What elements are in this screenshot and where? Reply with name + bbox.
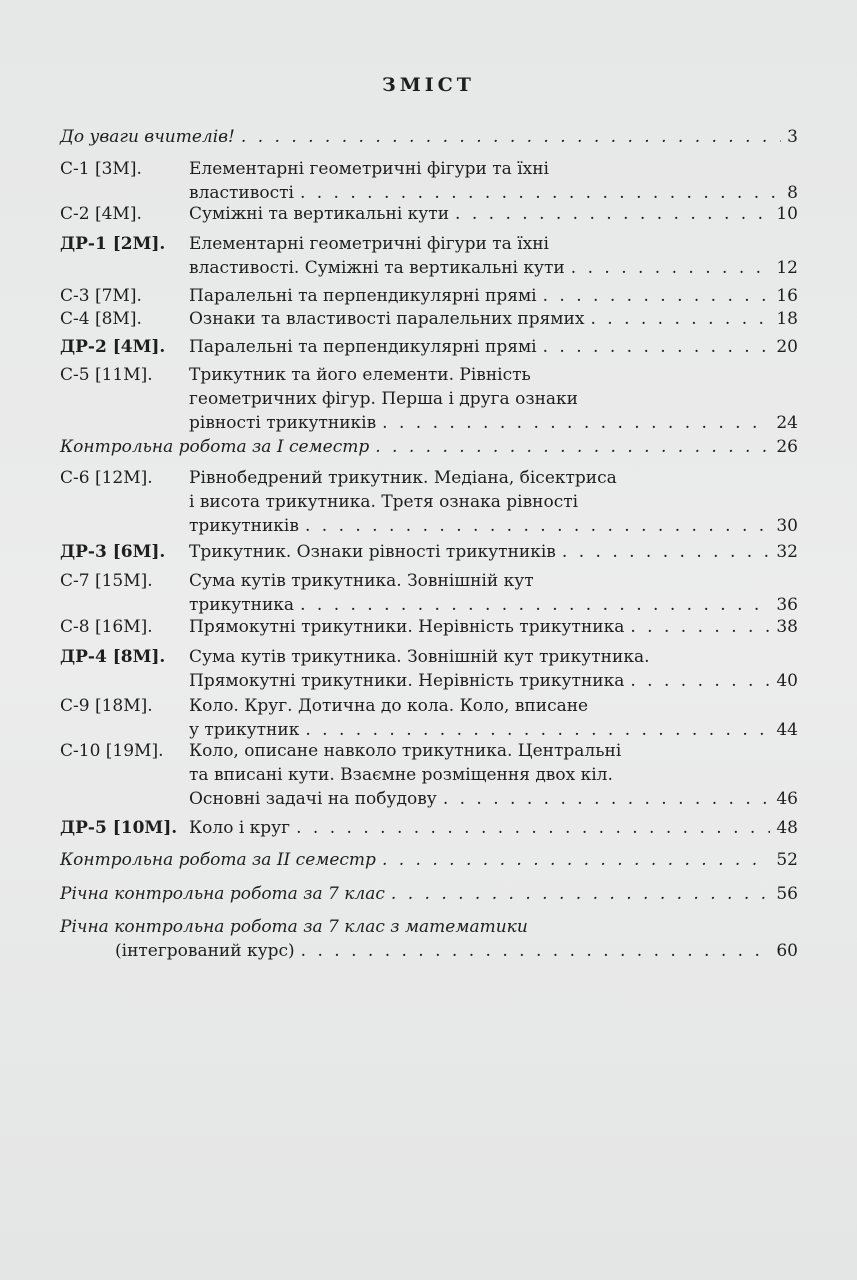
toc-page-number: 60	[776, 941, 798, 961]
toc-entry-s8[interactable]	[60, 615, 798, 639]
toc-page-number: 16	[776, 286, 798, 306]
toc-page-number: 38	[776, 617, 798, 637]
toc-entry-text: До уваги вчителів!	[60, 127, 235, 147]
toc-entry-label: С-8 [16М].	[60, 617, 153, 637]
leader-dots	[630, 669, 770, 693]
toc-entry-text: геометричних фігур. Перша і друга ознаки	[189, 389, 579, 409]
leader-dots	[375, 435, 770, 459]
toc-page-number: 30	[776, 516, 798, 536]
toc-entry-label: С-4 [8М].	[60, 309, 142, 329]
toc-entry-dr3[interactable]	[60, 540, 798, 564]
toc-entry-text: Трикутник та його елементи. Рівність	[189, 365, 531, 385]
toc-entry-label: ДР-4 [8М].	[60, 647, 166, 667]
toc-entry-text: і висота трикутника. Третя ознака рівності	[189, 492, 579, 512]
toc-entry-text: Елементарні геометричні фігури та їхні	[189, 234, 549, 254]
toc-entry-text: Сума кутів трикутника. Зовнішній кут	[189, 571, 534, 591]
leader-dots	[241, 125, 781, 149]
toc-entry-dr4[interactable]	[60, 645, 798, 693]
toc-entry-s2[interactable]	[60, 202, 798, 226]
toc-page-number: 26	[776, 437, 798, 457]
toc-entry-label: С-2 [4М].	[60, 204, 142, 224]
leader-dots	[382, 411, 770, 435]
toc-entry-text: трикутників	[189, 516, 299, 536]
toc-page-number: 18	[776, 309, 798, 329]
toc-entry-dr2[interactable]	[60, 335, 798, 359]
leader-dots	[300, 593, 770, 617]
toc-entry-s5[interactable]	[60, 363, 798, 435]
toc-entry-text: Суміжні та вертикальні кути	[189, 204, 450, 224]
page-title: ЗМІСТ	[382, 74, 475, 96]
toc-page-number: 48	[776, 818, 798, 838]
toc-entry-text: Паралельні та перпендикулярні прямі	[189, 286, 537, 306]
toc-entry-s6[interactable]	[60, 466, 798, 538]
toc-page-number: 24	[776, 413, 798, 433]
toc-page-number: 3	[787, 127, 798, 147]
leader-dots	[630, 615, 770, 639]
toc-entry-text: Контрольна робота за І семестр	[60, 437, 370, 457]
toc-entry-text: Річна контрольна робота за 7 клас з математики	[60, 917, 528, 937]
leader-dots	[296, 816, 770, 840]
leader-dots	[571, 256, 771, 280]
toc-entry-s3[interactable]	[60, 284, 798, 308]
leader-dots	[562, 540, 770, 564]
toc-entry-text: Основні задачі на побудову	[189, 789, 437, 809]
toc-entry-text: Коло і круг	[189, 818, 291, 838]
leader-dots	[443, 787, 771, 811]
toc-entry-text: Прямокутні трикутники. Нерівність трикутника	[189, 671, 625, 691]
toc-page-number: 10	[776, 204, 798, 224]
toc-entry-label: С-7 [15М].	[60, 571, 153, 591]
toc-entry-text: Контрольна робота за ІІ семестр	[60, 850, 376, 870]
toc-entry-text: Коло, описане навколо трикутника. Центральні	[189, 741, 622, 761]
toc-entry-text: Коло. Круг. Дотична до кола. Коло, вписане	[189, 696, 589, 716]
toc-entry-label: ДР-5 [10М].	[60, 818, 178, 838]
toc-entry-label: С-9 [18М].	[60, 696, 153, 716]
leader-dots	[543, 335, 771, 359]
toc-page-number: 40	[776, 671, 798, 691]
toc-entry-text: властивості. Суміжні та вертикальні кути	[189, 258, 565, 278]
toc-page-number: 56	[776, 884, 798, 904]
toc-entry-label: С-6 [12М].	[60, 468, 153, 488]
toc-entry-test-semester-1[interactable]	[60, 435, 798, 459]
toc-entry-label: С-10 [19М].	[60, 741, 164, 761]
toc-entry-text: Ознаки та властивості паралельних прямих	[189, 309, 585, 329]
toc-page-number: 12	[776, 258, 798, 278]
toc-page-number: 32	[776, 542, 798, 562]
toc-entry-label: С-3 [7М].	[60, 286, 142, 306]
leader-dots	[382, 848, 770, 872]
toc-entry-s7[interactable]	[60, 569, 798, 617]
toc-entry-text: рівності трикутників	[189, 413, 377, 433]
toc-entry-s10[interactable]	[60, 739, 798, 811]
leader-dots	[391, 882, 770, 906]
toc-entry-dr5[interactable]	[60, 816, 798, 840]
toc-entry-dr1[interactable]	[60, 232, 798, 280]
toc-page-number: 20	[776, 337, 798, 357]
toc-entry-text: Прямокутні трикутники. Нерівність трикутника	[189, 617, 625, 637]
leader-dots	[305, 514, 770, 538]
toc-entry-label: ДР-2 [4М].	[60, 337, 166, 357]
toc-page-number: 8	[787, 183, 798, 203]
toc-entry-text: та вписані кути. Взаємне розміщення двох кіл.	[189, 765, 613, 785]
toc-entry-test-semester-2[interactable]	[60, 848, 798, 872]
toc-page-number: 44	[776, 720, 798, 740]
leader-dots	[543, 284, 771, 308]
toc-entry-text: властивості	[189, 183, 294, 203]
toc-entry-text: у трикутник	[189, 720, 300, 740]
toc-entry-text: Трикутник. Ознаки рівності трикутників	[189, 542, 556, 562]
toc-entry-text: Рівнобедрений трикутник. Медіана, бісектриса	[189, 468, 617, 488]
toc-page-number: 36	[776, 595, 798, 615]
toc-entry-text: Річна контрольна робота за 7 клас	[60, 884, 385, 904]
toc-entry-s1[interactable]	[60, 157, 798, 205]
toc-page-number: 52	[776, 850, 798, 870]
toc-entry-s4[interactable]	[60, 307, 798, 331]
toc-entry-text: (інтегрований курс)	[115, 941, 295, 961]
toc-entry-text: Сума кутів трикутника. Зовнішній кут трикутника.	[189, 647, 650, 667]
toc-entry-label: ДР-1 [2М].	[60, 234, 166, 254]
toc-entry-label: С-1 [3М].	[60, 159, 142, 179]
leader-dots	[455, 202, 770, 226]
toc-entry-teachers-note[interactable]	[60, 125, 798, 149]
toc-entry-annual-test-integrated[interactable]	[60, 915, 798, 963]
toc-entry-label: ДР-3 [6М].	[60, 542, 166, 562]
leader-dots	[301, 939, 771, 963]
toc-entry-text: Елементарні геометричні фігури та їхні	[189, 159, 549, 179]
toc-entry-annual-test[interactable]	[60, 882, 798, 906]
toc-page-number: 46	[776, 789, 798, 809]
toc-entry-label: С-5 [11М].	[60, 365, 153, 385]
toc-entry-text: Паралельні та перпендикулярні прямі	[189, 337, 537, 357]
leader-dots	[590, 307, 770, 331]
toc-entry-s9[interactable]	[60, 694, 798, 742]
toc-entry-text: трикутника	[189, 595, 295, 615]
